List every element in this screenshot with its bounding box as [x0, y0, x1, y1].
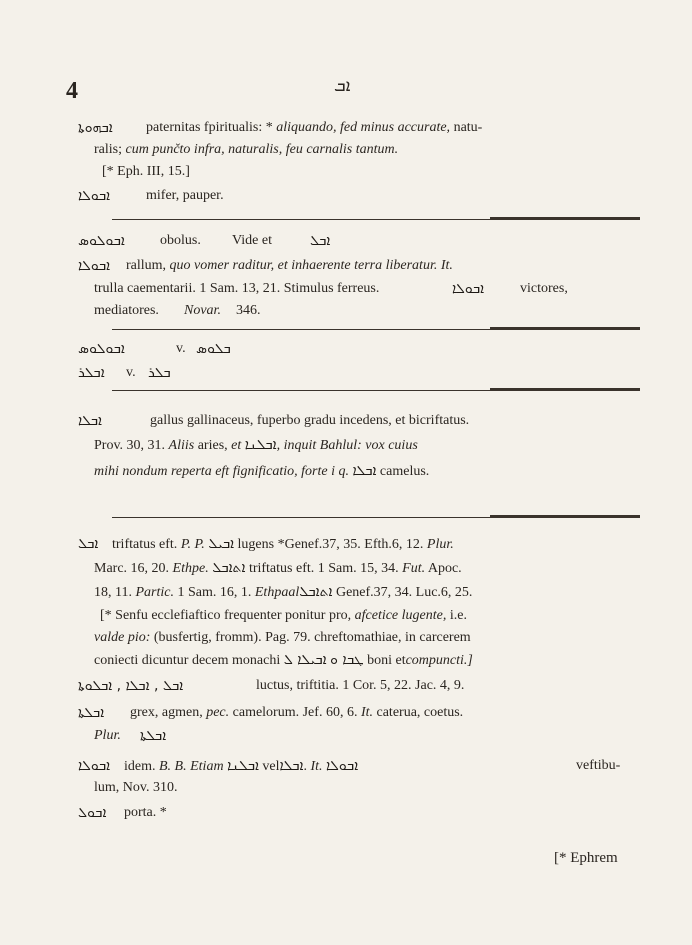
syriac-headword: ܐܒܗܘܬܐ	[78, 120, 113, 136]
syriac-headword: ܐܒܠ	[78, 536, 99, 552]
dictionary-page: 4 ܐܒ ܐܒܗܘܬܐ paternitas fpiritualis: * aliquando, fed minus accurate, natu- ralis; cum punčto infra, naturalis, feu carnalis tantum. [* Eph. III, 15.] ܐܒܘܠܐ mifer, pauper. ܐܒܘܠܘܣ obolus. Vide et ܐܒܠ ܐܒܘܠܐ rallum, quo vomer raditur, et inhaerente terra liberatur. It. trulla caementarii. 1 Sam. 13, 21. Stimulus ferreus. ܐܒܘܠܐ victores, mediatores. Novar. 346. ܐܒܘܠܘܣ v. ܒܠܘܣ ܐܒܠܪ v. ܒܠܪ ܐܒܠܐ gallus gallinaceus, fuperbo gradu incedens, et bicriftatus. Prov. 30, 31. Aliis aries, et ܐܒܠܢܐ, inquit Bahlul: vox cuius mihi nondum reperta eft fignificatio, forte i q. ܐܒܠܐ camelus. ܐܒܠ triftatus eft. P. P. ܐܒܝܠ lugens *Genef.37, 35. Efth.6, 12. Plur. Marc. 16, 20. Ethpe. ܐܬܐܒܠ triftatus eft. 1 Sam. 15, 34. Fut. Apoc. 18, 11. Partic. 1 Sam. 16, 1. Ethpaalܐܬܐܒܠ Genef.37, 34. Luc.6, 25. [* Senfu ecclefiaftico frequenter ponitur pro, afcetice lugente, i.e. valde pio: (busfertig, fromm). Pag. 79. chreftomathiae, in carcerem coniecti dicuntur decem monachi ܛܒܐ ܘ ܐܒܝܠܐ ܠ boni etcompuncti.] ܐܒܠ , ܐܒܠܐ , ܐܒܠܘܬܐ luctus, triftitia. 1 Cor. 5, 22. Jac. 4, 9. ܐܒܠܬܐ grex, agmen, pec. camelorum. Jef. 60, 6. It. caterua, coetus. Plur. ܐܒܠܬܐ ܐܒܘܠܐ idem. B. B. Etiam ܐܒܠܢܐ velܐܒܠܐ. It. ܐܒܘܠܐ veftibu- lum, Nov. 310. ܐܒܘܠ porta. * [* Ephrem	[0, 0, 692, 945]
syriac-headword: ܐܒܘܠܐ	[78, 188, 111, 204]
syriac-headword: ܐܒܠ , ܐܒܠܐ , ܐܒܠܘܬܐ	[78, 678, 184, 694]
syriac-headword: ܐܒܘܠ	[78, 805, 107, 821]
syriac-headword: ܐܒܘܠܐ	[78, 758, 111, 774]
syriac-headword: ܐܒܘܠܘܣ	[78, 341, 125, 357]
divider-rule	[112, 219, 640, 220]
divider-rule	[112, 329, 640, 330]
page-number: 4	[66, 78, 78, 104]
syriac-headword: ܐܒܠܬܐ	[78, 705, 105, 721]
catchword: [* Ephrem	[554, 850, 618, 866]
entry-text: paternitas fpiritualis: * aliquando, fed minus accurate, natu-	[146, 120, 483, 135]
divider-rule	[112, 517, 640, 518]
running-head: ܐܒ	[334, 76, 351, 96]
divider-rule	[112, 390, 640, 391]
syriac-headword: ܐܒܠܪ	[78, 365, 105, 381]
syriac-headword: ܐܒܘܠܘܣ	[78, 233, 125, 249]
syriac-headword: ܐܒܠܐ	[78, 413, 102, 429]
syriac-headword: ܐܒܘܠܐ	[78, 258, 111, 274]
